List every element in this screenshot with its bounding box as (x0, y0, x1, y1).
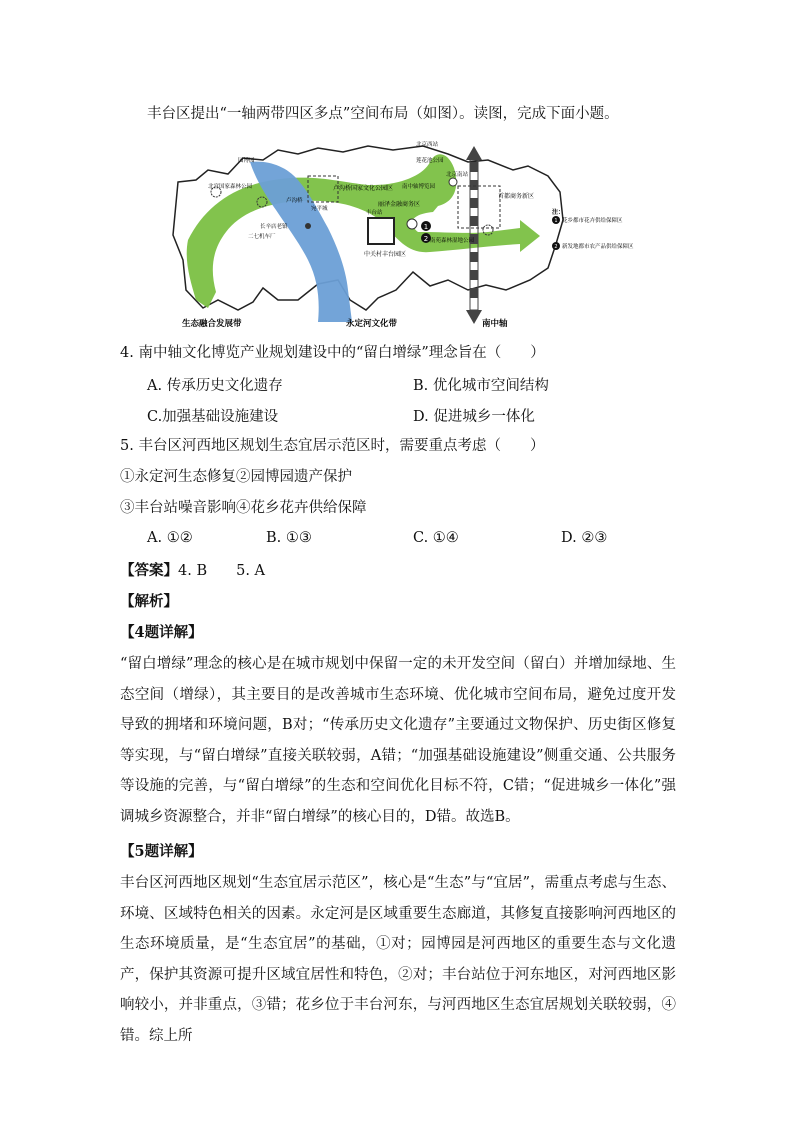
q4-option-b: B. 优化城市空间结构 (413, 378, 549, 394)
q5-option-a: A. ①② (147, 530, 193, 546)
label-eco-belt: 生态融合发展带 (182, 319, 242, 329)
q5-detail-label: 【5题详解】 (120, 843, 203, 860)
note-2: 新发地都市农产品供给保障区 (562, 244, 634, 250)
q5-detail-text: 丰台区河西地区规划“生态宜居示范区”，核心是“生态”与“宜居”，需重点考虑与生态、环境、区域特色相关的因素。永定河是区域重要生态廊道，其修复直接影响河西地区的生态环境质量，是“生态宜居”的基础，①对；园博园是河西地区的重要生态与文化遗产，保护其资源可提升区域宜居性和特色，②对；丰台站位于河东地区，对河西地区影响较小，并非重点，③错；花乡位于丰台河东，与河西地区生态宜居规划关联较弱，④错。综上所 (120, 875, 676, 1044)
q5-stem: 5. 丰台区河西地区规划生态宜居示范区时，需要重点考虑（ ） (120, 438, 545, 454)
svg-text:1: 1 (554, 218, 558, 224)
zhongguancun-square (368, 218, 394, 244)
label-south-axis: 南中轴 (482, 319, 508, 329)
intro-text: 丰台区提出“一轴两带四区多点”空间布局（如图）。读图，完成下面小题。 (147, 106, 619, 122)
note-1: 花乡都市花卉供给保障区 (562, 218, 623, 224)
q5-option-b: B. ①③ (266, 530, 312, 546)
q4-stem: 4. 南中轴文化博览产业规划建设中的“留白增绿”理念旨在（ ） (120, 345, 545, 361)
label-lianhuachi: 莲花池公园 (416, 158, 444, 164)
answer-line (120, 561, 680, 581)
num-1: 1 (423, 223, 429, 231)
label-nanzhongzhou-museum: 南中轴博览园 (402, 184, 436, 190)
business-area-box (458, 186, 500, 228)
q4-option-d: D. 促进城乡一体化 (413, 409, 535, 425)
label-river-belt: 永定河文化带 (346, 319, 398, 329)
label-fengtaizhan: 丰台站 (366, 210, 383, 216)
q5-line1: ①永定河生态修复②园博园遗产保护 (120, 469, 352, 485)
answer-label: 【答案】 (120, 562, 178, 579)
label-beijingnanzhan: 北京南站 (446, 172, 469, 178)
q4-detail-label: 【4题详解】 (120, 624, 203, 641)
label-lize: 丽泽金融商务区 (378, 201, 421, 208)
num-2: 2 (423, 235, 429, 243)
label-shoudu-shangwu: 首都商务新区 (498, 193, 535, 200)
q4-detail-text: “留白增绿”理念的核心是在城市规划中保留一定的未开发空间（留白）并增加绿地、生态空间（增绿），其主要目的是改善城市生态环境、优化城市空间布局，避免过度开发导致的拥堵和环境问题，B对；“传承历史文化遗存”主要通过文物保护、历史街区修复等实现，与“留白增绿”直接关联较弱，A错；“加强基础设施建设”侧重交通、公共服务等设施的完善，与“留白增绿”的生态和空间优化目标不符，C错；“促进城乡一体化”强调城乡资源整合，并非“留白增绿”的核心目的，D错。故选B。 (120, 656, 676, 825)
label-yuanboyuan: 园博园 (238, 158, 255, 164)
note-title: 注： (552, 209, 565, 216)
label-erqi: 二七机车厂 (248, 234, 276, 240)
label-wanping: 宛平城 (311, 206, 328, 212)
spatial-layout-map (168, 140, 636, 332)
label-beigong: 北宫国家森林公园 (208, 184, 253, 190)
label-nanyuan: 南苑森林湿地公园 (430, 238, 475, 244)
label-beijingxizhan: 北京西站 (416, 142, 439, 148)
q5-option-c: C. ①④ (413, 530, 459, 546)
svg-text:2: 2 (554, 244, 558, 250)
label-changxindian: 长辛店老镇 (260, 224, 288, 230)
analysis-label: 【解析】 (120, 593, 178, 610)
q5-option-d: D. ②③ (561, 530, 608, 546)
answer-text: 4. B 5. A (178, 563, 266, 579)
label-zhongguancun: 中关村丰台园区 (364, 251, 407, 258)
label-wenhua-park: 卢沟桥国家文化公园区 (333, 185, 394, 192)
q4-option-a: A. 传承历史文化遗存 (147, 378, 283, 394)
label-lugouqiao: 卢沟桥 (286, 198, 303, 204)
q4-option-c: C.加强基础设施建设 (147, 409, 279, 425)
q5-line2: ③丰台站噪音影响④花乡花卉供给保障 (120, 500, 367, 516)
